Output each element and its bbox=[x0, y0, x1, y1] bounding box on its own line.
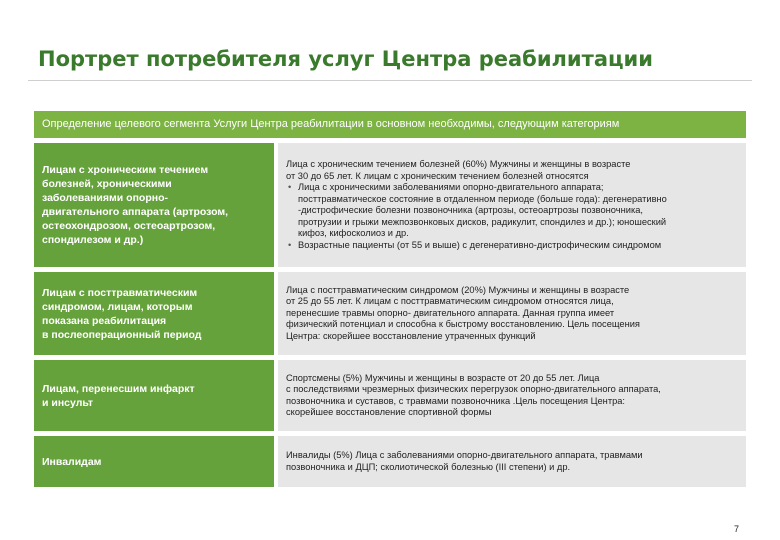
table-row-posttraumatic bbox=[34, 272, 746, 355]
category-label: Лицам с посттравматическим синдромом, лицам, которым показана реабилитация в послеоперационный период bbox=[42, 286, 202, 341]
category-cell-disabled bbox=[34, 436, 274, 487]
bullet-icon: • bbox=[288, 182, 292, 192]
segment-header-bar: Определение целевого сегмента Услуги Центра реабилитации в основном необходимы, следующим категориям bbox=[34, 111, 746, 138]
list-item: • Лица с хроническими заболеваниями опорно-двигательного аппарата; посттравматическое состояние в отдаленном периоде (больше года): дегенеративно -дистрофические болезни позвоночника (артрозы, остеоартрозы позвоночника, протрузии и грыжи межпозвонковых дисков, радикулит, спондилез и др.); юношеский кифоз, кифосколиоз и др. bbox=[288, 182, 667, 238]
table-row-disabled bbox=[34, 436, 746, 487]
list-item: • Возрастные пациенты (от 55 и выше) с дегенеративно-дистрофическим синдромом bbox=[288, 239, 662, 250]
page-number: 7 bbox=[734, 524, 740, 534]
category-label: Инвалидам bbox=[42, 455, 102, 468]
page-title: Портрет потребителя услуг Центра реабилитации bbox=[38, 47, 653, 71]
description-intro: Лица с посттравматическим синдромом (20%) Мужчины и женщины в возрасте от 25 до 55 лет. К лицам с посттравматическим синдромом относятся лица, перенесшие травмы опорно- двигательного аппарата. Данная группа имеет физический потенциал и способна к быстрому восстановлению. Цель посещения Центра: скорейшее восстановление утраченных функций bbox=[286, 284, 640, 341]
category-cell-infarction bbox=[34, 360, 274, 431]
description-cell-posttraumatic bbox=[278, 272, 746, 355]
table-row-infarction bbox=[34, 360, 746, 431]
table-row-chronic bbox=[34, 143, 746, 267]
category-cell-chronic bbox=[34, 143, 274, 267]
category-label: Лицам, перенесшим инфаркт и инсульт bbox=[42, 382, 195, 409]
description-cell-athletes bbox=[278, 360, 746, 431]
description-bullets bbox=[286, 182, 738, 251]
bullet-icon: • bbox=[288, 239, 292, 250]
description-intro: Лица с хроническим течением болезней (60%) Мужчины и женщины в возрасте от 30 до 65 лет. К лицам с хроническим течением болезней относятся bbox=[286, 159, 631, 181]
description-cell-disabled bbox=[278, 436, 746, 487]
description-cell-chronic bbox=[278, 143, 746, 267]
category-cell-posttraumatic bbox=[34, 272, 274, 355]
description-intro: Спортсмены (5%) Мужчины и женщины в возрасте от 20 до 55 лет. Лица с последствиями чрезмерных физических перегрузок опорно-двигательного аппарата, позвоночника и суставов, с травмами позвоночника .Цель посещения Центра: скорейшее восстановление спортивной формы bbox=[286, 372, 661, 417]
category-label: Лицам с хроническим течением болезней, хроническими заболеваниями опорно- двигательного аппарата (артрозом, остеохондрозом, остеоартрозом, спондилезом и др.) bbox=[42, 164, 229, 246]
title-divider bbox=[28, 80, 752, 81]
description-intro: Инвалиды (5%) Лица с заболеваниями опорно-двигательного аппарата, травмами позвоночника и ДЦП; сколиотической болезнью (III степени) и др. bbox=[286, 450, 643, 472]
